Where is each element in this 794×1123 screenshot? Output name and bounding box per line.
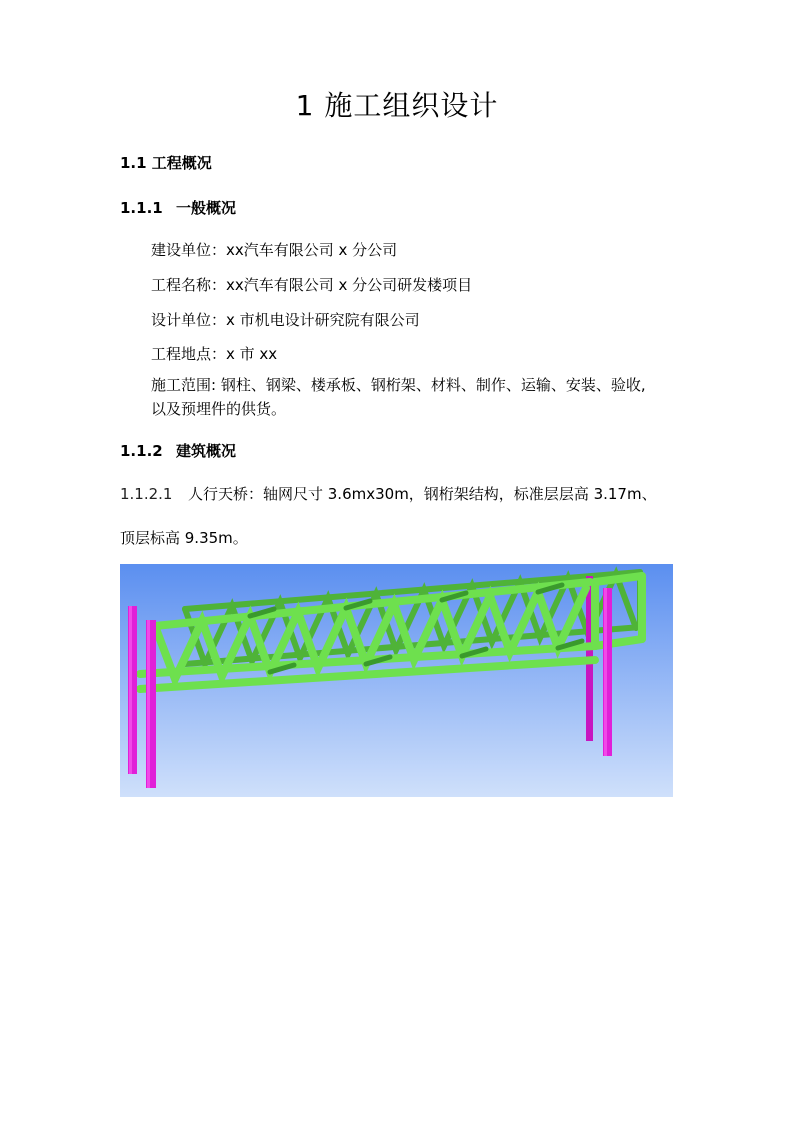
steel-truss-bridge-3d-model-icon — [120, 564, 673, 797]
info-design-unit: 设计单位：x 市机电设计研究院有限公司 — [151, 311, 420, 329]
info-project-name: 工程名称：xx汽车有限公司 x 分公司研发楼项目 — [151, 276, 473, 294]
paragraph-number: 1.1.2.1 — [120, 485, 173, 503]
bridge-paragraph-line1 — [120, 483, 657, 504]
info-construction-unit: 建设单位：xx汽车有限公司 x 分公司 — [151, 241, 398, 259]
bridge-paragraph-line2: 顶层标高 9.35m。 — [120, 529, 248, 547]
subsection-number: 1.1.1 — [120, 199, 163, 217]
info-scope-line2: 以及预埋件的供货。 — [151, 400, 287, 418]
chapter-title: 1 施工组织设计 — [295, 89, 499, 122]
subsection-number: 1.1.2 — [120, 442, 163, 460]
info-project-location: 工程地点：x 市 xx — [151, 345, 278, 363]
subsection-title: 建筑概况 — [176, 442, 237, 460]
info-scope-line1: 施工范围: 钢柱、钢梁、楼承板、钢桁架、材料、制作、运输、安装、验收, — [151, 376, 646, 394]
section-heading-overview: 1.1 工程概况 — [120, 154, 212, 172]
paragraph-text: 人行天桥：轴网尺寸 3.6mx30m，钢桁架结构，标准层层高 3.17m、 — [188, 485, 657, 503]
subsection-heading-building — [120, 440, 236, 461]
truss-bridge-figure — [120, 564, 673, 797]
subsection-heading-general — [120, 197, 236, 218]
subsection-title: 一般概况 — [176, 199, 237, 217]
